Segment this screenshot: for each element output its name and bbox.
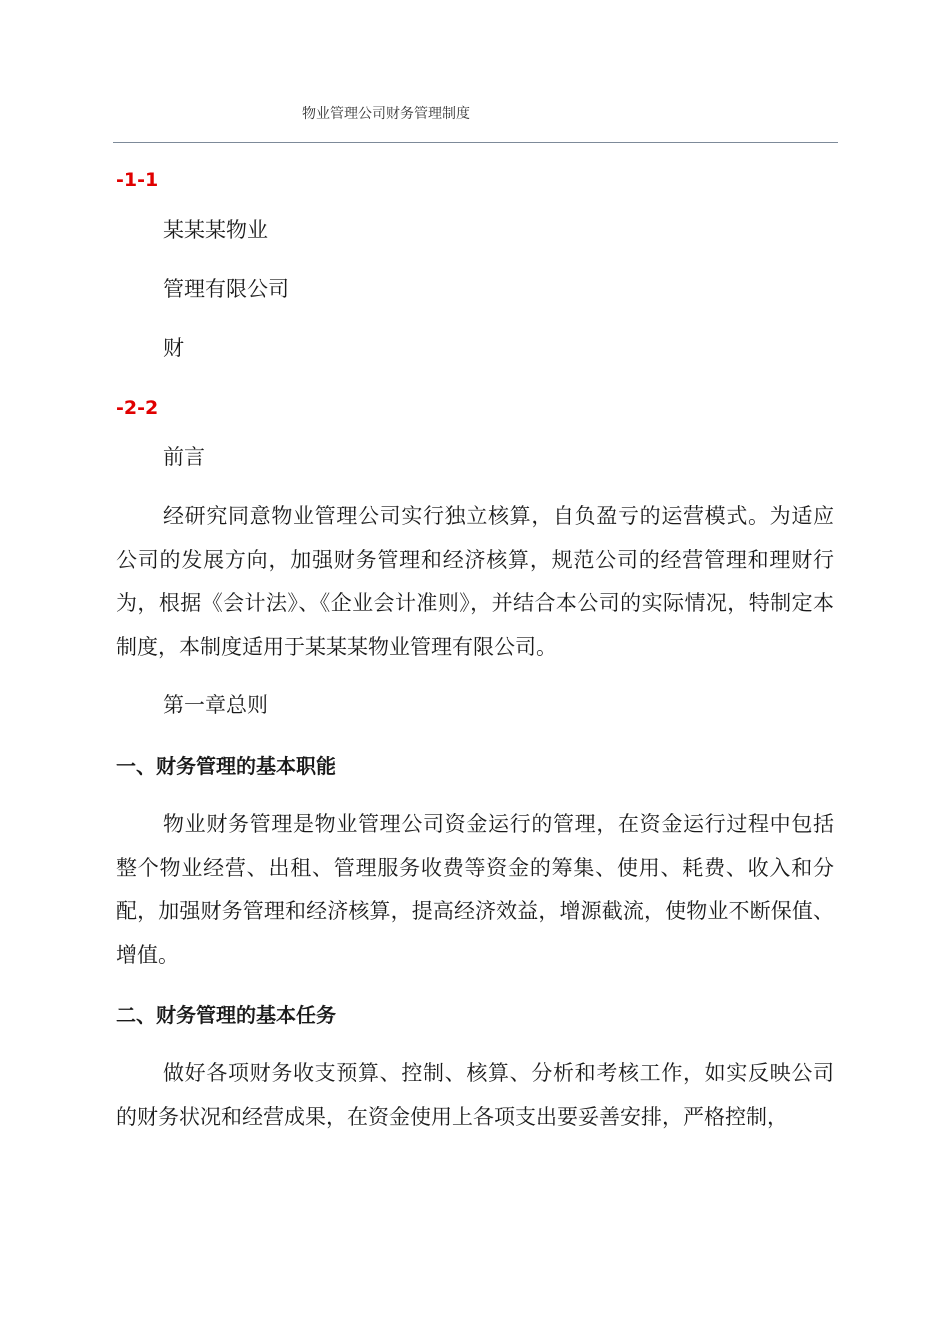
header-title: 物业管理公司财务管理制度	[302, 106, 470, 122]
page-marker-1: -1-1	[116, 169, 159, 191]
section-2-paragraph: 做好各项财务收支预算、控制、核算、分析和考核工作，如实反映公司的财务状况和经营成果，在资金使用上各项支出要妥善安排，严格控制，	[116, 1061, 834, 1129]
page-marker-2: -2-2	[116, 397, 159, 419]
company-name-line-2: 管理有限公司	[163, 277, 289, 301]
chapter-title: 第一章总则	[163, 693, 268, 717]
header-divider	[113, 142, 838, 143]
section-1-heading: 一、财务管理的基本职能	[116, 754, 336, 778]
preface-paragraph: 经研究同意物业管理公司实行独立核算，自负盈亏的运营模式。为适应公司的发展方向，加强财务管理和经济核算，规范公司的经营管理和理财行为，根据《会计法》、《企业会计准则》，并结合本公司的实际情况，特制定本制度，本制度适用于某某某物业管理有限公司。	[116, 504, 834, 659]
preface-title: 前言	[163, 445, 205, 469]
section-1-paragraph: 物业财务管理是物业管理公司资金运行的管理，在资金运行过程中包括整个物业经营、出租、管理服务收费等资金的筹集、使用、耗费、收入和分配，加强财务管理和经济核算，提高经济效益，增源截流，使物业不断保值、增值。	[116, 812, 834, 967]
company-name-line-1: 某某某物业	[163, 218, 268, 242]
company-name-line-3: 财	[163, 336, 184, 360]
section-2-heading: 二、财务管理的基本任务	[116, 1003, 336, 1027]
